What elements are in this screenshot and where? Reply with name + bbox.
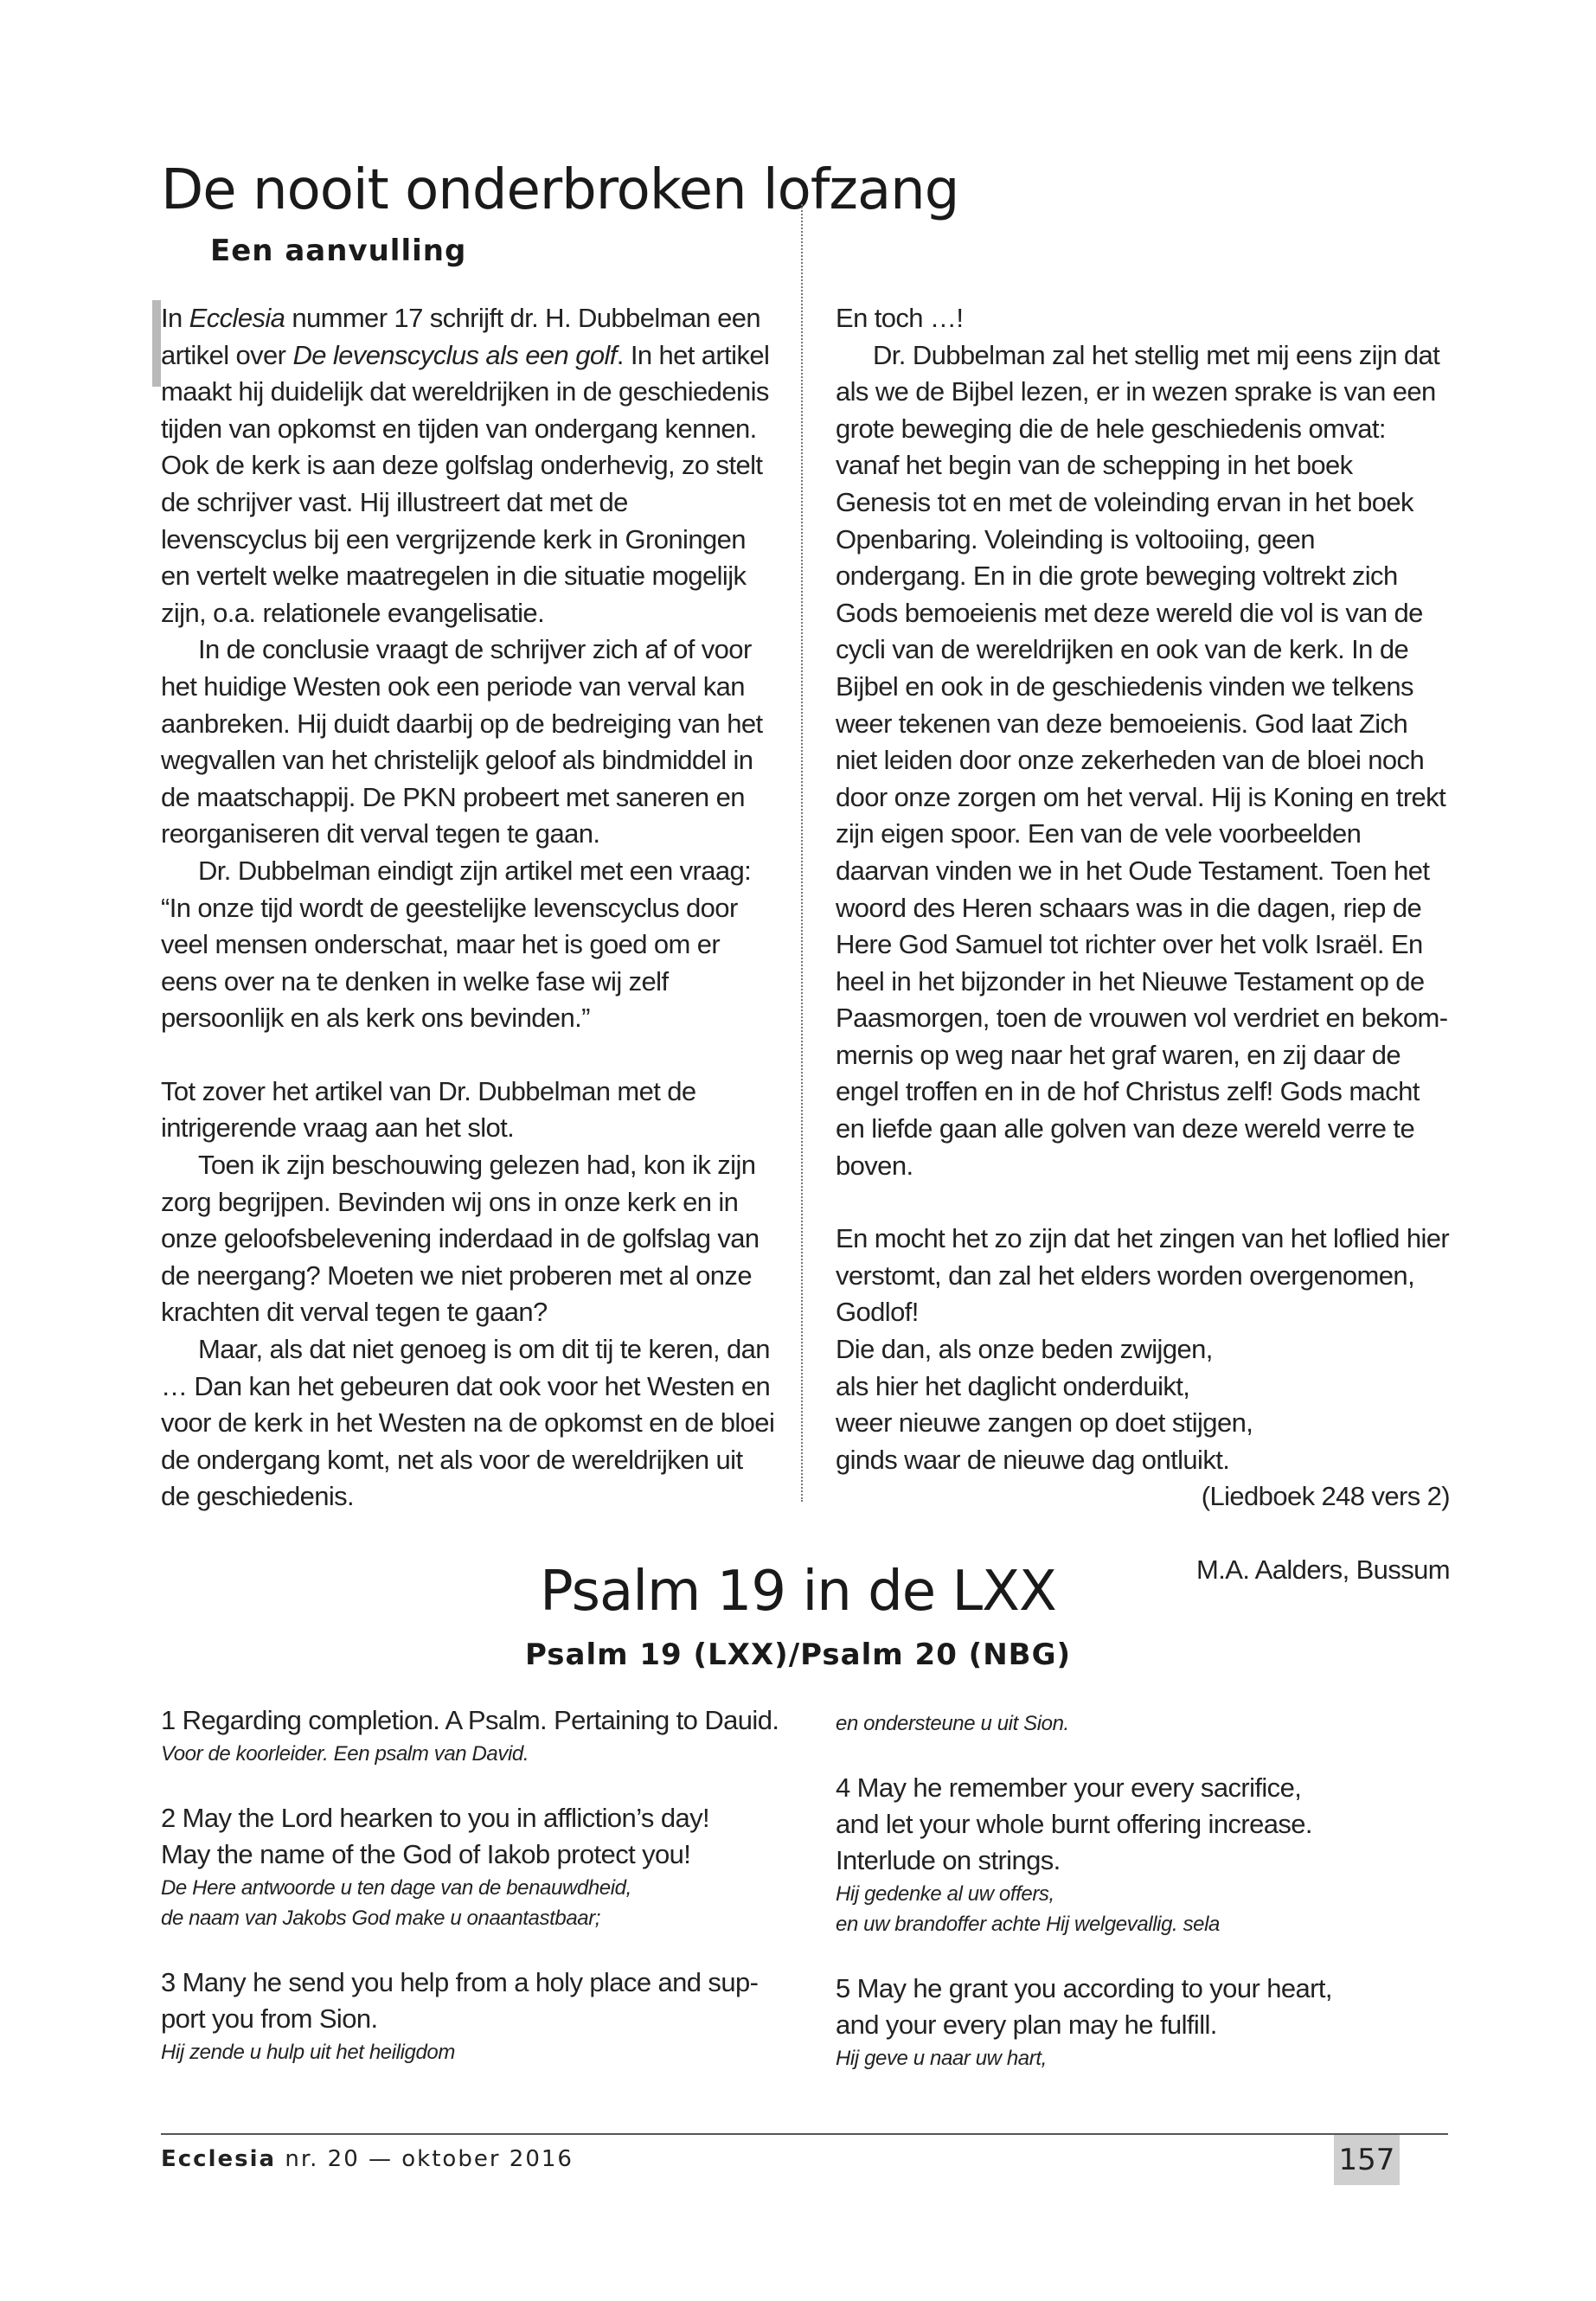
journal-name: Ecclesia — [161, 2146, 277, 2172]
english-translation-line: and let your whole burnt offering increase. — [836, 1809, 1312, 1839]
text-run: Maar, als dat niet genoeg is om dit tij te keren, dan … Dan kan het gebeuren dat ook voor het Westen en voor de kerk in het Westen na de opkomst en de bloei de ondergang komt, net als voor de wereldrijken uit de geschiedenis. — [161, 1334, 775, 1512]
paragraph — [836, 1405, 1450, 1442]
text-run: als hier het daglicht onderduikt, — [836, 1370, 1190, 1401]
psalm-left-column — [161, 1702, 784, 2099]
english-translation-line: May the name of the God of Iakob protect you! — [161, 1839, 691, 1869]
psalm-verse — [161, 1702, 784, 1769]
text-run: Die dan, als onze beden zwijgen, — [836, 1334, 1213, 1365]
text-run: Tot zover het artikel van Dr. Dubbelman met de intrigerende vraag aan het slot. — [161, 1075, 696, 1144]
page-number: 157 — [1334, 2135, 1400, 2185]
text-run: Toen ik zijn beschouwing gelezen had, kon ik zijn zorg begrijpen. Bevinden wij ons in onze kerk en in onze geloofsbelevening inderdaad in de golfslag van de neergang? Moeten we niet proberen met al onze krachten dit verval tegen te gaan? — [161, 1150, 760, 1328]
footer-citation — [161, 2146, 574, 2172]
column-divider — [801, 204, 803, 1502]
text-run: M.A. Aalders, Bussum — [1196, 1554, 1450, 1585]
text-run: En mocht het zo zijn dat het zingen van het loflied hier verstomt, dan zal het elders worden overgenomen, Godlof! — [836, 1223, 1450, 1328]
english-translation-line: 1 Regarding completion. A Psalm. Pertaining to Dauid. — [161, 1705, 779, 1735]
paragraph — [836, 337, 1450, 1185]
psalm-title: Psalm 19 in de LXX — [540, 1560, 1056, 1624]
paragraph — [161, 1147, 775, 1331]
text-run: “In onze tijd wordt de geestelijke levenscyclus door veel mensen onderschat, maar het is goed om er eens over na te denken in welke fase wij zelf persoonlijk en als kerk ons bevinden.” — [161, 892, 738, 1034]
dutch-translation-line: Hij gedenke al uw offers, — [836, 1882, 1054, 1906]
initial-marker-bar — [152, 300, 161, 387]
article-right-column — [836, 300, 1450, 1589]
paragraph — [161, 853, 775, 890]
dutch-translation-line: Hij zende u hulp uit het heiligdom — [161, 2041, 455, 2064]
psalm-subtitle: Psalm 19 (LXX)/Psalm 20 (NBG) — [524, 1638, 1072, 1672]
footer-rule — [161, 2133, 1448, 2135]
paragraph — [836, 1221, 1450, 1331]
english-translation-line: 4 May he remember your every sacrifice, — [836, 1772, 1302, 1803]
paragraph — [161, 300, 775, 631]
article-subtitle: Een aanvulling — [210, 234, 467, 268]
english-translation-line: 3 Many he send you help from a holy place and support you from Sion. — [161, 1967, 759, 2034]
text-run: nummer 17 schrijft dr. H. Dubbelman een artikel over — [161, 303, 761, 370]
text-run: . In het artikel maakt hij duidelijk dat wereldrijken in de geschiedenis tijden van opkomst en tijden van ondergang kennen. Ook de kerk is aan deze golfslag onderhevig, zo stelt de schrijver vast. Hij illustreert dat met de levenscyclus bij een vergrijzende kerk in Groningen en vertelt welke maatregelen in die situatie mogelijk zijn, o.a. relationele evangelisatie. — [161, 339, 770, 628]
paragraph — [836, 300, 1450, 337]
dutch-translation-line: de naam van Jakobs God make u onaantastbaar; — [161, 1907, 601, 1930]
text-run: Dr. Dubbelman eindigt zijn artikel met een vraag: — [198, 855, 752, 886]
paragraph — [161, 1074, 775, 1147]
psalm-verse — [836, 1708, 1458, 1739]
psalm-right-column — [836, 1708, 1458, 2105]
text-run: weer nieuwe zangen op doet stijgen, — [836, 1407, 1253, 1439]
dutch-translation-line: Voor de koorleider. Een psalm van David. — [161, 1742, 529, 1766]
italic-text: Ecclesia — [189, 303, 285, 333]
text-run: ginds waar de nieuwe dag ontluikt. — [836, 1444, 1230, 1475]
english-translation-line: and your every plan may he fulfill. — [836, 2009, 1217, 2040]
text-run: Dr. Dubbelman zal het stellig met mij eens zijn dat als we de Bijbel lezen, er in wezen sprake is van een grote beweging die de hele geschiedenis omvat: vanaf het begin van de schepping in het boek Genesis tot en met de voleinding ervan in het boek Openbaring. Voleinding is voltooiing, geen ondergang. En in die grote beweging voltrekt zich Gods bemoeienis met deze wereld die vol is van de cycli van de wereldrijken en ook van de kerk. In de Bijbel en ook in de geschiedenis vinden we telkens weer tekenen van deze bemoeienis. God laat Zich niet leiden door onze zekerheden van de bloei noch door onze zorgen om het verval. Hij is Koning en trekt zijn eigen spoor. Een van de vele voorbeelden daarvan vinden we in het Oude Testament. Toen het woord des Heren schaars was in die dagen, riep de Here God Samuel tot richter over het volk Israël. En heel in het bijzonder in het Nieuwe Testament op de Paasmorgen, toen de vrouwen vol verdriet en bekommernis op weg naar het graf waren, en zij daar de engel troffen en in de hof Christus zelf! Gods macht en liefde gaan alle golven van deze wereld verre te boven. — [836, 339, 1449, 1181]
issue-info: nr. 20 — oktober 2016 — [276, 2146, 574, 2172]
psalm-verse — [161, 1800, 784, 1933]
dutch-translation-line: De Here antwoorde u ten dage van de benauwdheid, — [161, 1876, 631, 1900]
english-translation-line: 2 May the Lord hearken to you in affliction’s day! — [161, 1803, 710, 1833]
paragraph — [161, 1331, 775, 1516]
italic-text: De levenscyclus als een golf — [292, 339, 617, 370]
paragraph — [836, 1442, 1450, 1479]
article-title: De nooit onderbroken lofzang — [161, 158, 959, 222]
text-run: In de conclusie vraagt de schrijver zich af of voor het huidige Westen ook een periode van verval kan aanbreken. Hij duidt daarbij op de bedreiging van het wegvallen van het christelijk geloof als bindmiddel in de maatschappij. De PKN probeert met saneren en reorganiseren dit verval tegen te gaan. — [161, 634, 763, 849]
dutch-translation-line: en uw brandoffer achte Hij welgevallig. sela — [836, 1913, 1220, 1936]
paragraph — [836, 1368, 1450, 1406]
psalm-verse — [836, 1971, 1458, 2073]
text-run: (Liedboek 248 vers 2) — [1201, 1481, 1450, 1512]
text-run: In — [161, 303, 189, 333]
dutch-translation-line: Hij geve u naar uw hart, — [836, 2047, 1047, 2070]
paragraph — [836, 1478, 1450, 1516]
dutch-translation-line: en ondersteune u uit Sion. — [836, 1712, 1069, 1735]
text-run: En toch …! — [836, 303, 964, 333]
paragraph — [161, 631, 775, 853]
article-left-column — [161, 300, 775, 1516]
psalm-verse — [161, 1965, 784, 2067]
english-translation-line: 5 May he grant you according to your heart, — [836, 1973, 1332, 2003]
psalm-verse — [836, 1770, 1458, 1939]
paragraph — [836, 1331, 1450, 1368]
paragraph — [161, 890, 775, 1037]
english-translation-line: Interlude on strings. — [836, 1845, 1061, 1875]
